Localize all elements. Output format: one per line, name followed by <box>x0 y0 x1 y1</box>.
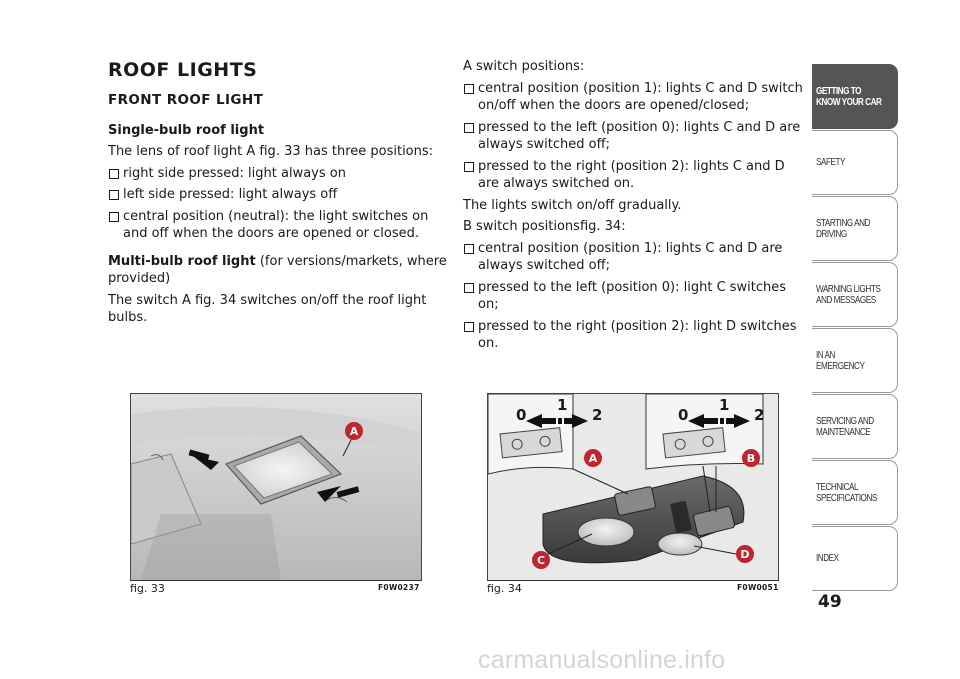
multi-bulb-note: (for versions/markets, where provided) <box>108 253 447 286</box>
watermark: carmanualsonline.info <box>478 646 726 674</box>
figure-34-caption: fig. 34 <box>487 582 522 595</box>
figure-34-image <box>487 393 779 581</box>
multi-bulb-paragraph <box>108 253 448 288</box>
tab-label: SERVICING AND MAINTENANCE <box>816 415 874 438</box>
right-column <box>463 58 803 357</box>
bullet-item: right side pressed: light always on <box>108 165 448 183</box>
callout-d: D <box>736 545 754 563</box>
bullet-item: pressed to the right (position 2): light D switches on. <box>463 318 803 353</box>
switch-b-position-1: 1 <box>719 396 730 414</box>
a-switch-intro: A switch positions: <box>463 59 585 74</box>
switch-a-position-2: 2 <box>592 406 603 424</box>
figure-33-rule <box>130 580 422 581</box>
b-switch-intro: B switch positionsfig. 34: <box>463 219 626 234</box>
tab-warning-lights[interactable] <box>812 262 898 327</box>
tab-label: TECHNICAL SPECIFICATIONS <box>816 481 877 504</box>
bullet-item: pressed to the left (position 0): lights C and D are always switched off; <box>463 119 803 154</box>
tab-safety[interactable] <box>812 130 898 195</box>
chapter-tabs <box>812 64 898 592</box>
tab-label: STARTING AND DRIVING <box>816 217 870 240</box>
section-title: ROOF LIGHTS <box>108 59 258 81</box>
switch-b-position-0: 0 <box>678 406 689 424</box>
callout-a: A <box>584 449 602 467</box>
switch-b-position-2: 2 <box>754 406 765 424</box>
bullet-item: left side pressed: light always off <box>108 186 448 204</box>
bullet-item: central position (position 1): lights C and D switch on/off when the doors are opened/closed; <box>463 80 803 115</box>
figure-34-code: F0W0051 <box>737 583 779 592</box>
tab-index[interactable] <box>812 526 898 591</box>
tab-in-an-emergency[interactable] <box>812 328 898 393</box>
bullet-item: pressed to the left (position 0): light C switches on; <box>463 279 803 314</box>
bullet-item: central position (position 1): lights C and D are always switched off; <box>463 240 803 275</box>
roof-light-illustration <box>131 394 421 580</box>
single-bulb-heading: Single-bulb roof light <box>108 122 265 138</box>
tab-label: INDEX <box>816 553 839 564</box>
tab-technical-specifications[interactable] <box>812 460 898 525</box>
tab-label: GETTING TO KNOW YOUR CAR <box>816 85 882 108</box>
figure-33-code: F0W0237 <box>378 583 420 592</box>
figure-34-rule <box>487 580 779 581</box>
tab-getting-to-know-your-car[interactable] <box>812 64 898 129</box>
multi-bulb-roof-light-illustration <box>488 394 778 580</box>
light-c <box>578 518 634 546</box>
tab-label: IN AN EMERGENCY <box>816 349 865 372</box>
bullet-item: pressed to the right (position 2): lights C and D are always switched on. <box>463 158 803 193</box>
subsection-title: FRONT ROOF LIGHT <box>108 92 264 108</box>
tab-label: SAFETY <box>816 157 845 168</box>
single-bulb-intro: The lens of roof light A fig. 33 has three positions: <box>108 144 434 159</box>
switch-a-position-1: 1 <box>557 396 568 414</box>
switch-a-position-0: 0 <box>516 406 527 424</box>
callout-c: C <box>532 551 550 569</box>
bullet-item: central position (neutral): the light switches on and off when the doors are opened or closed. <box>108 208 448 243</box>
tab-servicing-and-maintenance[interactable] <box>812 394 898 459</box>
left-column <box>108 58 448 331</box>
callout-b: B <box>742 449 760 467</box>
figure-33-caption: fig. 33 <box>130 582 165 595</box>
callout-a: A <box>345 422 363 440</box>
gradual-note: The lights switch on/off gradually. <box>463 197 682 213</box>
tab-starting-and-driving[interactable] <box>812 196 898 261</box>
multi-bulb-text: The switch A fig. 34 switches on/off the roof light bulbs. <box>108 292 427 325</box>
page-number: 49 <box>818 592 842 612</box>
tab-label: WARNING LIGHTS AND MESSAGES <box>816 283 881 306</box>
figure-33-image <box>130 393 422 581</box>
light-d <box>658 533 702 555</box>
multi-bulb-heading: Multi-bulb roof light <box>108 253 256 269</box>
